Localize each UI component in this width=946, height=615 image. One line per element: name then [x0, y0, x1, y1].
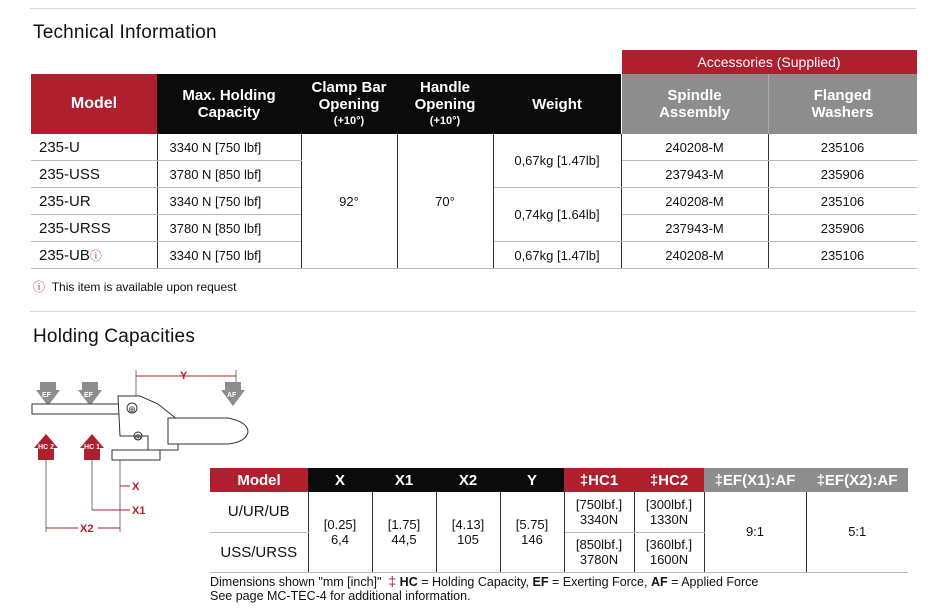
svg-text:HC 2: HC 2	[38, 444, 54, 451]
ef-arrow-right	[78, 382, 102, 406]
weight-value-2: 0,74kg [1.64lb]	[493, 188, 621, 242]
holding-table: Model X X1 X2 Y ‡HC1 ‡HC2 ‡EF(X1):AF ‡EF(X2):AF U/UR/UB [0.25] 6,4 [1.75] 44,5 [4.13] 105 [5.75] 146 [750lbf.] 3340N [300lbf.] 1330N 9:1 5:1 USS/URSS [850lbf.] 3780N [360lbf.] 1600N	[210, 468, 908, 573]
header-max-holding: Max. Holding Capacity	[157, 74, 301, 134]
x2-label: X2	[80, 523, 94, 535]
table-row: 235-UR 3340 N [750 lbf] 0,74kg [1.64lb] 240208-M 235106	[31, 188, 917, 215]
middle-rule	[30, 311, 916, 312]
weight-value-1: 0,67kg [1.47lb]	[493, 134, 621, 188]
x-label: X	[132, 481, 140, 493]
handle-value: 70°	[397, 134, 493, 269]
svg-text:EF: EF	[42, 392, 51, 399]
svg-text:⊕: ⊕	[128, 404, 136, 414]
table-row: 235-UBⓘ 3340 N [750 lbf] 0,67kg [1.47lb] 240208-M 235106	[31, 242, 917, 269]
x1-label: X1	[132, 505, 146, 517]
table-row: 235-URSS 3780 N [850 lbf] 237943-M 235906	[31, 215, 917, 242]
header-model: Model	[31, 74, 157, 134]
svg-text:EF: EF	[84, 392, 93, 399]
table-row: 235-U 3340 N [750 lbf] 92° 70° 0,67kg [1.47lb] 240208-M 235106	[31, 134, 917, 161]
weight-value-3: 0,67kg [1.47lb]	[493, 242, 621, 269]
header-spindle: Spindle Assembly	[622, 74, 769, 134]
header-weight: Weight	[493, 74, 621, 134]
table-row: U/UR/UB [0.25] 6,4 [1.75] 44,5 [4.13] 105 [5.75] 146 [750lbf.] 3340N [300lbf.] 1330N 9:1 5:1	[210, 492, 908, 532]
ef-arrow-left	[36, 382, 60, 406]
technical-table	[31, 50, 917, 269]
table-row: 235-USS 3780 N [850 lbf] 237943-M 235906	[31, 161, 917, 188]
info-icon: ⓘ	[89, 248, 102, 263]
top-rule	[30, 8, 916, 9]
footnote: Dimensions shown "mm [inch]" ‡ HC = Holding Capacity, EF = Exerting Force, AF = Applied Force See page MC-TEC-4 for additional information.	[210, 573, 759, 603]
hc2-arrow	[34, 434, 58, 460]
y-label: Y	[180, 370, 188, 382]
info-icon: ⓘ	[33, 280, 46, 294]
accessories-header: Accessories (Supplied)	[622, 50, 917, 74]
header-washers: Flanged Washers	[768, 74, 917, 134]
header-clamp-bar: Clamp Bar Opening (+10°)	[301, 74, 397, 134]
svg-text:AF: AF	[227, 392, 237, 399]
svg-text:HC 1: HC 1	[84, 444, 100, 451]
hold-header-model: Model	[210, 468, 308, 492]
af-arrow	[221, 382, 245, 406]
hc1-arrow	[80, 434, 104, 460]
clamp-bar-value: 92°	[301, 134, 397, 269]
clamp-handle	[168, 418, 248, 444]
svg-text:⊕: ⊕	[134, 432, 142, 442]
holding-capacities-title: Holding Capacities	[33, 326, 196, 347]
availability-note: ⓘ This item is available upon request	[33, 280, 237, 294]
header-handle: Handle Opening (+10°)	[397, 74, 493, 134]
technical-info-title: Technical Information	[33, 22, 217, 43]
table-row: USS/URSS [850lbf.] 3780N [360lbf.] 1600N	[210, 532, 908, 572]
